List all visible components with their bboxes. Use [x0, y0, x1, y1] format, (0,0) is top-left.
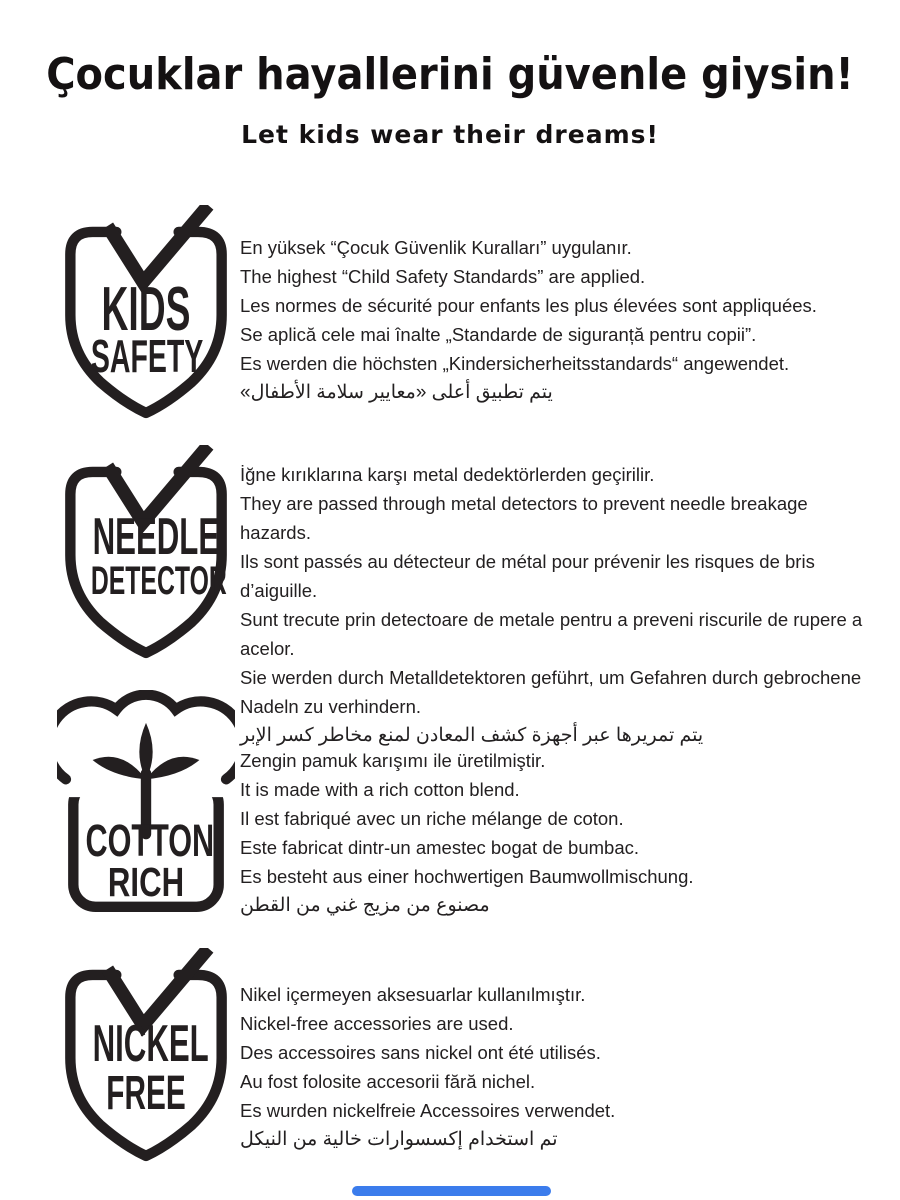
kids-safety-text [240, 205, 882, 407]
nickel-free-text [240, 948, 882, 1154]
text-line-en: It is made with a rich cotton blend. [240, 779, 520, 800]
needle-detector-badge [57, 445, 235, 671]
text-line-de-2: Nadeln zu verhindern. [240, 696, 421, 717]
header [0, 52, 900, 149]
section-nickel-free [57, 948, 882, 1174]
text-line-fr: Les normes de sécurité pour enfants les plus élevées sont appliquées. [240, 295, 817, 316]
text-line-ro: Au fost folosite accesorii fără nichel. [240, 1071, 536, 1092]
badge-label-line2: DETECTOR [90, 559, 227, 603]
text-line-tr: Nikel içermeyen aksesuarlar kullanılmıştır. [240, 984, 586, 1005]
text-line-de: Es werden die höchsten „Kindersicherheitsstandards“ angewendet. [240, 353, 790, 374]
bottom-progress-bar [352, 1186, 551, 1196]
text-line-de: Es wurden nickelfreie Accessoires verwendet. [240, 1100, 616, 1121]
text-line-tr: Zengin pamuk karışımı ile üretilmiştir. [240, 750, 546, 771]
page-title: Çocuklar hayallerini güvenle giysin! [46, 50, 854, 100]
page-subtitle: Let kids wear their dreams! [241, 120, 659, 149]
section-cotton-rich [57, 690, 882, 920]
text-line-de: Sie werden durch Metalldetektoren geführt, um Gefahren durch gebrochene [240, 667, 862, 688]
text-line-ro: Este fabricat dintr-un amestec bogat de bumbac. [240, 837, 639, 858]
badge-label-line2: RICH [107, 859, 185, 905]
badge-label-line2: FREE [106, 1067, 186, 1120]
text-line-ar: مصنوع من مزيج غني من القطن [240, 895, 490, 916]
nickel-free-badge [57, 948, 235, 1174]
text-line-en: Nickel-free accessories are used. [240, 1013, 514, 1034]
text-line-ro: Se aplică cele mai înalte „Standarde de siguranță pentru copii”. [240, 324, 757, 345]
badge-label-line1: NEEDLE [92, 508, 220, 566]
text-line-tr: En yüksek “Çocuk Güvenlik Kuralları” uygulanır. [240, 237, 632, 258]
text-line-en: The highest “Child Safety Standards” are applied. [240, 266, 646, 287]
text-line-en: They are passed through metal detectors to prevent needle breakage hazards. [240, 493, 808, 543]
badge-label-line1: KIDS [101, 275, 191, 344]
text-line-ro: Sunt trecute prin detectoare de metale pentru a preveni riscurile de rupere a acelor. [240, 609, 863, 659]
text-line-tr: İğne kırıklarına karşı metal dedektörlerden geçirilir. [240, 464, 655, 485]
badge-label-line1: COTTON [85, 815, 215, 866]
kids-safety-badge [57, 205, 235, 431]
cotton-rich-text [240, 690, 882, 920]
text-line-de: Es besteht aus einer hochwertigen Baumwollmischung. [240, 866, 694, 887]
text-line-fr: Il est fabriqué avec un riche mélange de coton. [240, 808, 624, 829]
cotton-rich-badge [57, 690, 235, 916]
text-line-ar: يتم تطبيق أعلى «معايير سلامة الأطفال» [240, 382, 553, 403]
badge-label-line1: NICKEL [92, 1015, 209, 1073]
section-kids-safety [57, 205, 882, 431]
text-line-fr: Des accessoires sans nickel ont été utilisés. [240, 1042, 601, 1063]
text-line-fr: Ils sont passés au détecteur de métal pour prévenir les risques de bris d’aiguille. [240, 551, 815, 601]
badge-label-line2: SAFETY [90, 330, 204, 382]
text-line-ar: تم استخدام إكسسوارات خالية من النيكل [240, 1129, 558, 1150]
text-line-ar: يتم تمريرها عبر أجهزة كشف المعادن لمنع مخاطر كسر الإبر [240, 725, 704, 746]
